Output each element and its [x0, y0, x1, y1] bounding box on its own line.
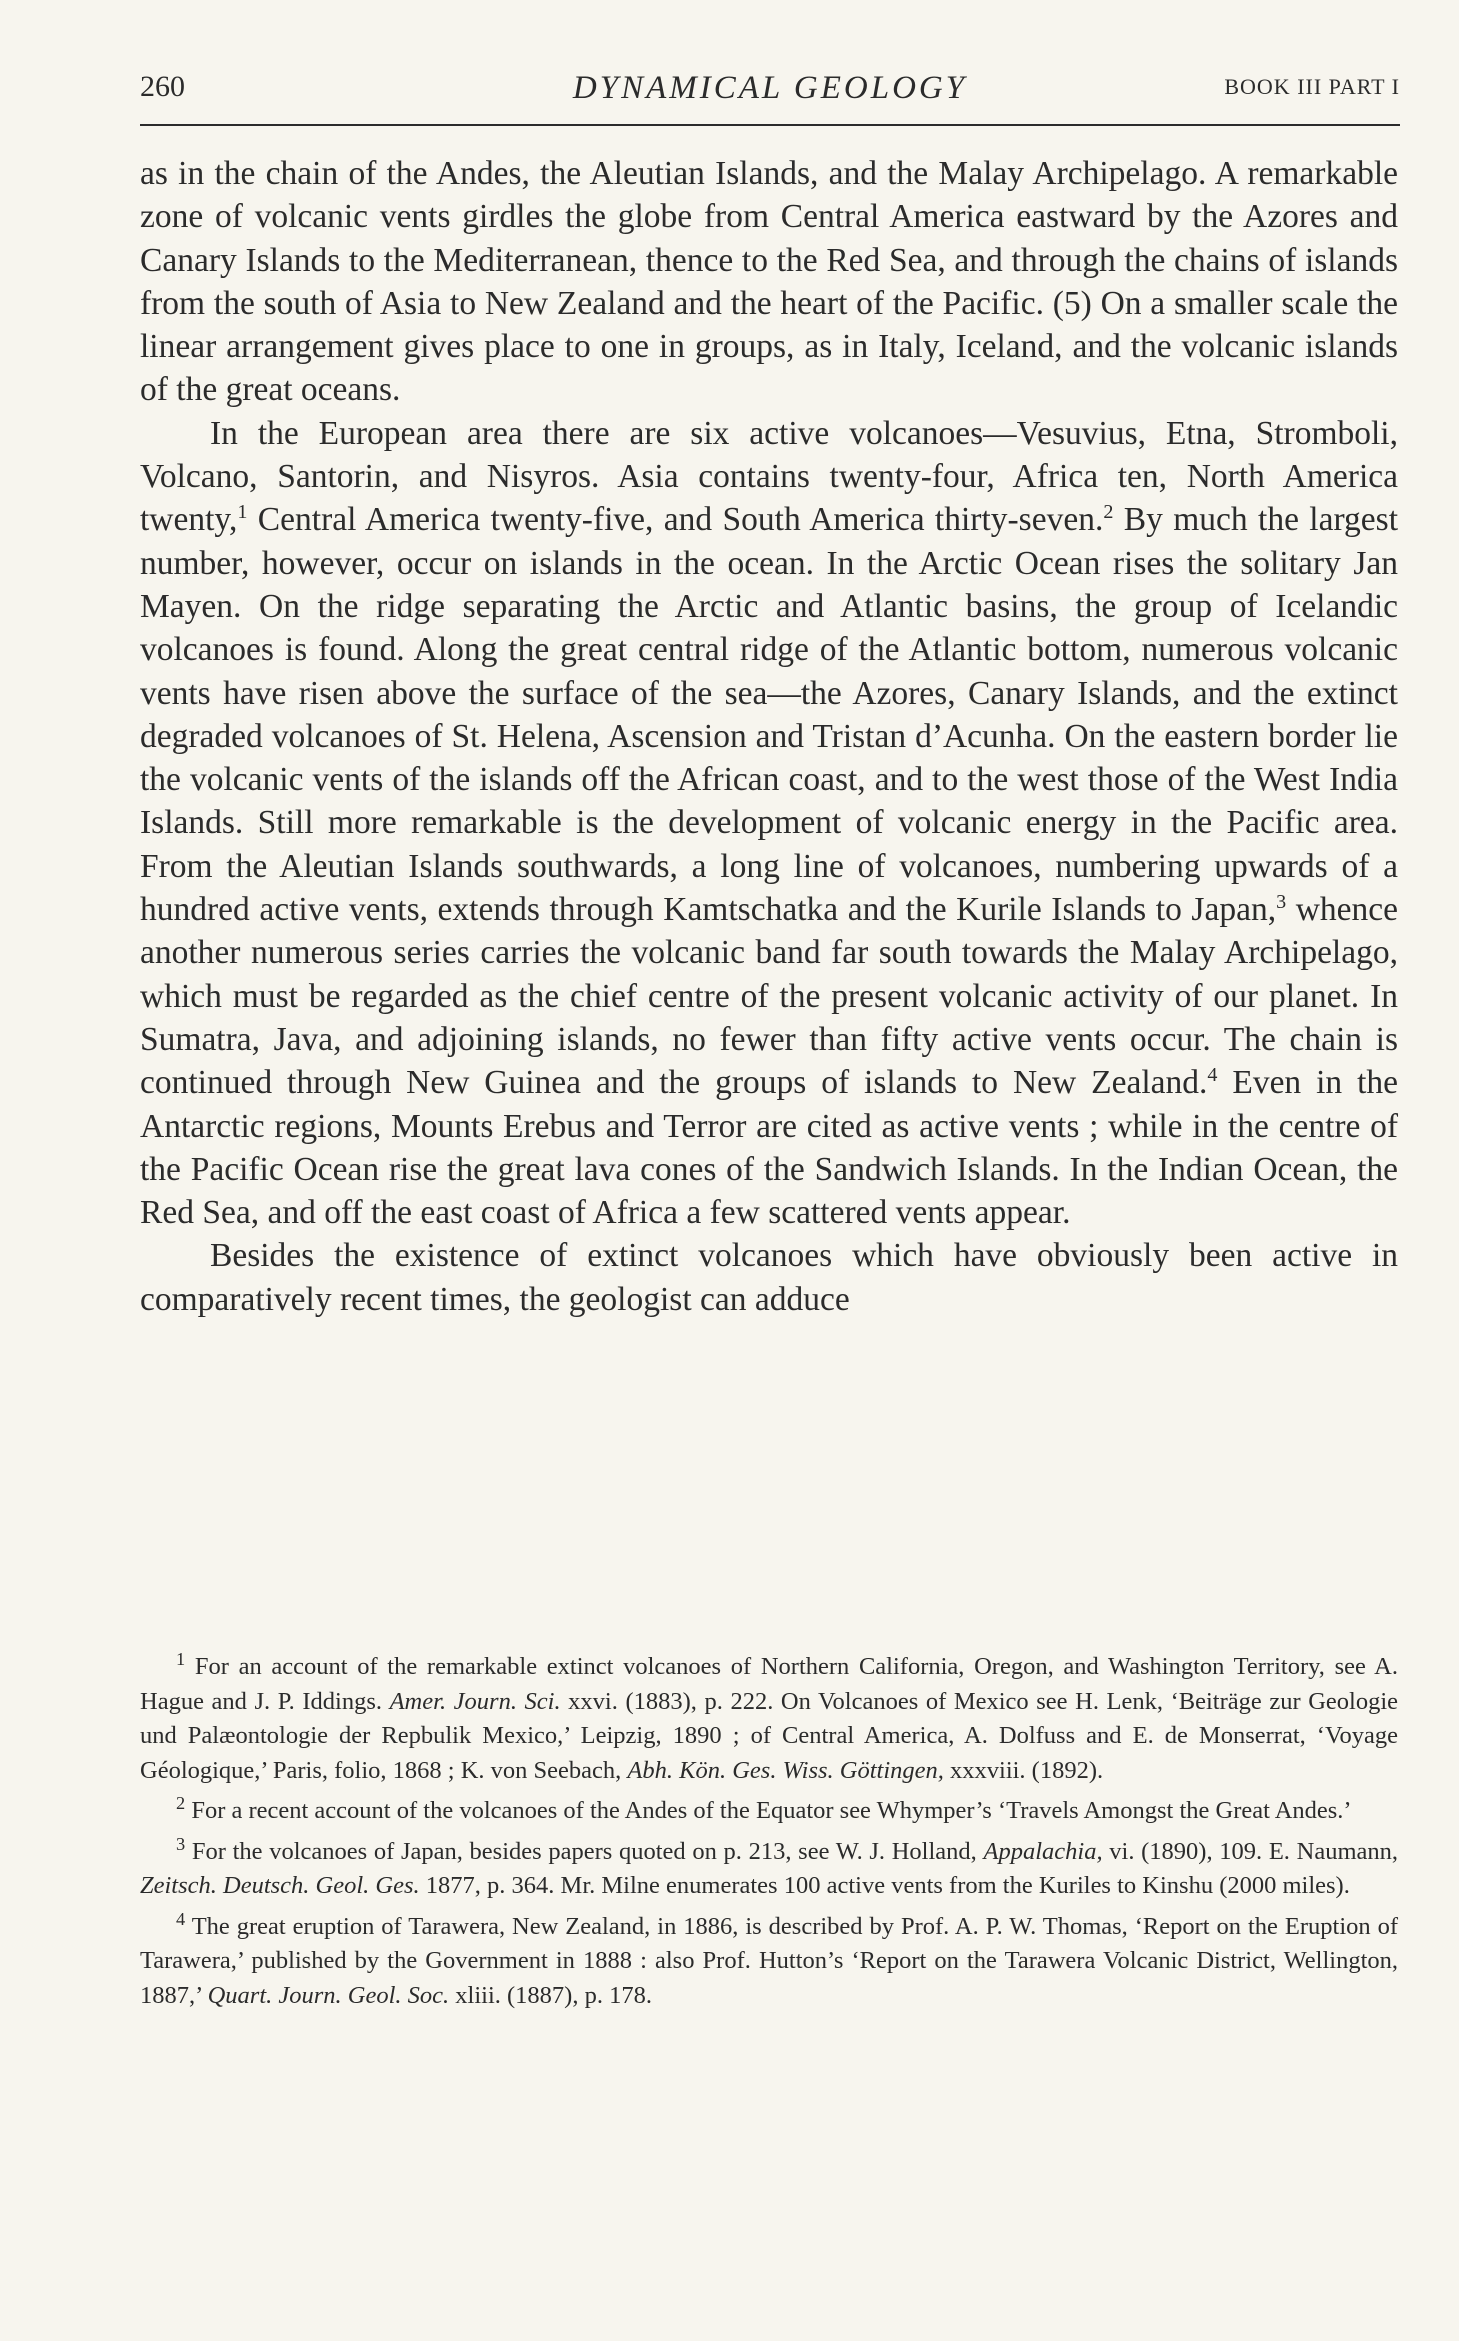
footnote-1-journal-2: Abh. Kön. Ges. Wiss. Göttingen, [627, 1756, 944, 1784]
footnote-2-text: For a recent account of the volcanoes of the Andes of the Equator see Whymper’s ‘Travels Amongst the Great Andes.’ [185, 1797, 1352, 1824]
footnote-3 [140, 1835, 1398, 1904]
footnote-3-mark: 3 [176, 1833, 186, 1854]
running-header [140, 70, 1400, 114]
paragraph-2-part-d: whence another numerous series carries the volcanic band far south towards the Malay Archipelago, which must be regarded as the chief centre of the present volcanic activity of our planet. In Sumatra, Java, and adjoining islands, no fewer than fifty active vents occur. The chain is continued through New Guinea and the groups of islands to New Zealand. [140, 891, 1398, 1102]
paragraph-2-part-e: Even in the Antarctic regions, Mounts Erebus and Terror are cited as active vents ; while in the centre of the Pacific Ocean rise the great lava cones of the Sandwich Islands. In the Indian Ocean, the Red Sea, and off the east coast of Africa a few scattered vents appear. [140, 1064, 1398, 1232]
footnote-3-journal: Appalachia, [983, 1837, 1103, 1865]
running-title: DYNAMICAL GEOLOGY [572, 70, 968, 106]
footnote-1 [140, 1650, 1398, 1788]
footnote-1-text-b: xxvi. (1883), p. 222. On Volcanoes of Mexico see H. Lenk, ‘Beiträge zur Geologie und Palæontologie der Repbulik Mexico,’ Leipzig, 1890 ; of Central America, A. Dolfuss and E. de Monserrat, ‘Voyage Géologique,’ Paris, folio, 1868 ; K. von Seebach, [140, 1687, 1399, 1784]
header-rule [140, 124, 1400, 126]
footnote-2-mark: 2 [176, 1792, 186, 1813]
footnote-1-journal: Amer. Journ. Sci. [389, 1687, 561, 1715]
main-text [140, 152, 1398, 1321]
section-label: BOOK III PART I [1224, 74, 1400, 99]
paragraph-2-part-c: By much the largest number, however, occur on islands in the ocean. In the Arctic Ocean rises the solitary Jan Mayen. On the ridge separating the Arctic and Atlantic basins, the group of Icelandic volcanoes is found. Along the great central ridge of the Atlantic bottom, numerous volcanic vents have risen above the surface of the sea—the Azores, Canary Islands, and the extinct degraded volcanoes of St. Helena, Ascension and Tristan d’Acunha. On the eastern border lie the volcanic vents of the islands off the African coast, and to the west those of the West India Islands. Still more remarkable is the development of volcanic energy in the Pacific area. From the Aleutian Islands southwards, a long line of volcanoes, numbering upwards of a hundred active vents, extends through Kamtschatka and the Kurile Islands to Japan, [140, 501, 1399, 929]
footnote-1-text-a: For an account of the remarkable extinct volcanoes of Northern California, Oregon, and Washington Territory, see A. Hague and J. P. Iddings. [140, 1653, 1398, 1715]
footnote-3-journal-2: Zeitsch. Deutsch. Geol. Ges. [140, 1872, 420, 1899]
footnote-2 [140, 1794, 1398, 1829]
footnote-ref-2[interactable]: 2 [1103, 501, 1114, 524]
paragraph-3: Besides the existence of extinct volcanoes which have obviously been active in comparatively recent times, the geologist can adduce [140, 1237, 1398, 1318]
footnote-ref-1[interactable]: 1 [237, 501, 248, 524]
page-number: 260 [140, 70, 185, 103]
footnote-4 [140, 1910, 1398, 2014]
footnote-1-mark: 1 [176, 1648, 186, 1669]
paragraph-1: as in the chain of the Andes, the Aleutian Islands, and the Malay Archipelago. A remarkable zone of volcanic vents girdles the globe from Central America eastward by the Azores and Canary Islands to the Mediterranean, thence to the Red Sea, and through the chains of islands from the south of Asia to New Zealand and the heart of the Pacific. (5) On a smaller scale the linear arrangement gives place to one in groups, as in Italy, Iceland, and the volcanic islands of the great oceans. [140, 155, 1398, 409]
footnote-ref-4[interactable]: 4 [1207, 1064, 1218, 1087]
footnote-4-text-b: xliii. (1887), p. 178. [449, 1981, 652, 2009]
footnote-3-text-a: For the volcanoes of Japan, besides papers quoted on p. 213, see W. J. Holland, [185, 1837, 984, 1865]
footnote-3-text-c: 1877, p. 364. Mr. Milne enumerates 100 active vents from the Kuriles to Kinshu (2000 miles). [419, 1872, 1350, 1899]
paragraph-2 [140, 412, 1398, 1235]
footnote-1-text-c: xxxviii. (1892). [943, 1756, 1104, 1784]
footnote-4-mark: 4 [176, 1908, 186, 1929]
footnotes [140, 1650, 1398, 2019]
paragraph-2-part-b: Central America twenty-five, and South America thirty-seven. [247, 501, 1104, 539]
paragraph-2-part-a: In the European area there are six active volcanoes—Vesuvius, Etna, Stromboli, Volcano, Santorin, and Nisyros. Asia contains twenty-four, Africa ten, North America twenty, [140, 414, 1398, 539]
footnote-4-text-a: The great eruption of Tarawera, New Zealand, in 1886, is described by Prof. A. P. W. Thomas, ‘Report on the Eruption of Tarawera,’ published by the Government in 1888 : also Prof. Hutton’s ‘Report on the Tarawera Volcanic District, Wellington, 1887,’ [140, 1912, 1398, 2009]
footnote-ref-3[interactable]: 3 [1276, 890, 1287, 913]
footnote-3-text-b: vi. (1890), 109. E. Naumann, [1102, 1837, 1398, 1865]
footnote-4-journal: Quart. Journ. Geol. Soc. [207, 1981, 450, 2009]
